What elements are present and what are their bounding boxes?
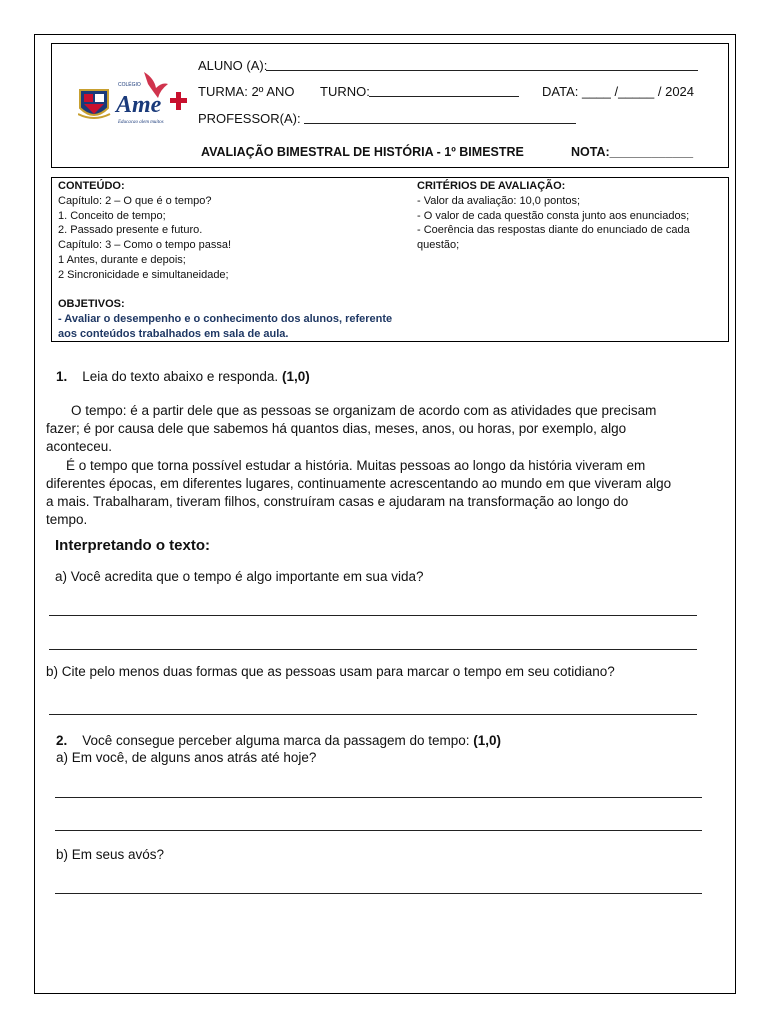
svg-text:Educacao alem muitos: Educacao alem muitos bbox=[118, 120, 164, 125]
interpretation-heading: Interpretando o texto: bbox=[55, 537, 211, 554]
data-field: DATA: ____ /_____ / 2024 bbox=[542, 84, 695, 99]
school-logo bbox=[78, 70, 188, 130]
criteria-item: questão; bbox=[417, 239, 460, 252]
content-item: 1 Antes, durante e depois; bbox=[58, 253, 186, 266]
answer-line[interactable] bbox=[55, 830, 702, 831]
question-1b: b) Cite pelo menos duas formas que as pessoas usam para marcar o tempo em seu cotidiano? bbox=[46, 664, 615, 679]
question-points: (1,0) bbox=[281, 369, 310, 384]
content-item: 1. Conceito de tempo; bbox=[58, 209, 166, 222]
aluno-line bbox=[266, 70, 698, 71]
paragraph-line: a mais. Trabalharam, tiveram filhos, construíram casas e ajudaram na transformação ao longo do bbox=[46, 494, 629, 510]
answer-line[interactable] bbox=[55, 797, 702, 798]
content-item: 2. Passado presente e futuro. bbox=[58, 224, 203, 237]
objetivos-heading: OBJETIVOS: bbox=[58, 298, 125, 311]
exam-title: AVALIAÇÃO BIMESTRAL DE HISTÓRIA - 1º BIMESTRE bbox=[201, 145, 524, 159]
answer-line[interactable] bbox=[49, 649, 697, 650]
content-item: 2 Sincronicidade e simultaneidade; bbox=[58, 268, 229, 281]
content-column bbox=[58, 179, 418, 342]
content-item: Capítulo: 2 – O que é o tempo? bbox=[58, 194, 212, 207]
nota-field: NOTA:____________ bbox=[571, 145, 694, 159]
content-box bbox=[51, 177, 729, 342]
answer-line[interactable] bbox=[49, 714, 697, 715]
answer-line[interactable] bbox=[49, 615, 697, 616]
svg-text:Ame: Ame bbox=[116, 92, 162, 118]
aluno-field: ALUNO (A): bbox=[198, 58, 268, 73]
criteria-column bbox=[417, 179, 722, 253]
question-number: 2. bbox=[56, 733, 68, 748]
question-1 bbox=[56, 369, 310, 384]
svg-text:COLÉGIO: COLÉGIO bbox=[118, 82, 141, 88]
criteria-heading: CRITÉRIOS DE AVALIAÇÃO: bbox=[417, 180, 566, 192]
question-2 bbox=[56, 733, 501, 748]
professor-field: PROFESSOR(A): bbox=[198, 111, 301, 126]
answer-line[interactable] bbox=[55, 893, 702, 894]
question-2a: a) Em você, de alguns anos atrás até hoje? bbox=[56, 750, 317, 765]
turma-field: TURMA: 2º ANO bbox=[198, 84, 295, 99]
content-item: Capítulo: 3 – Como o tempo passa! bbox=[58, 239, 232, 252]
turno-line bbox=[369, 96, 519, 97]
question-points: (1,0) bbox=[473, 733, 502, 748]
question-text: Você consegue perceber alguma marca da passagem do tempo: bbox=[82, 733, 470, 748]
content-heading: CONTEÚDO: bbox=[58, 180, 125, 192]
cross-icon bbox=[170, 92, 187, 110]
paragraph-line: É o tempo que torna possível estudar a história. Muitas pessoas ao longo da história viveram em bbox=[66, 457, 646, 473]
question-2b: b) Em seus avós? bbox=[56, 847, 165, 862]
paragraph-line: aconteceu. bbox=[46, 439, 113, 455]
paragraph-line: diferentes épocas, em diferentes lugares, continuamente acrescentando ao mundo em que viveram algo bbox=[46, 475, 672, 491]
question-text: Leia do texto abaixo e responda. bbox=[82, 369, 279, 384]
question-number: 1. bbox=[56, 369, 68, 384]
paragraph-line: fazer; é por causa dele que sabemos há quantos dias, meses, anos, ou horas, por exemplo, algo bbox=[46, 421, 627, 437]
objetivos-line: aos conteúdos trabalhados em sala de aula. bbox=[58, 327, 289, 340]
paragraph-line: tempo. bbox=[46, 512, 88, 528]
criteria-item: - Valor da avaliação: 10,0 pontos; bbox=[417, 194, 581, 207]
question-1a: a) Você acredita que o tempo é algo importante em sua vida? bbox=[55, 569, 424, 584]
criteria-item: - O valor de cada questão consta junto aos enunciados; bbox=[417, 209, 690, 222]
objetivos-line: - Avaliar o desempenho e o conhecimento dos alunos, referente bbox=[58, 313, 393, 326]
text-paragraph-1 bbox=[46, 402, 710, 529]
paragraph-line: O tempo: é a partir dele que as pessoas se organizam de acordo com as atividades que precisam bbox=[71, 403, 657, 418]
shield-icon bbox=[78, 90, 110, 118]
professor-line bbox=[304, 123, 576, 124]
turno-field: TURNO: bbox=[320, 84, 370, 99]
criteria-item: - Coerência das respostas diante do enunciado de cada bbox=[417, 224, 690, 237]
